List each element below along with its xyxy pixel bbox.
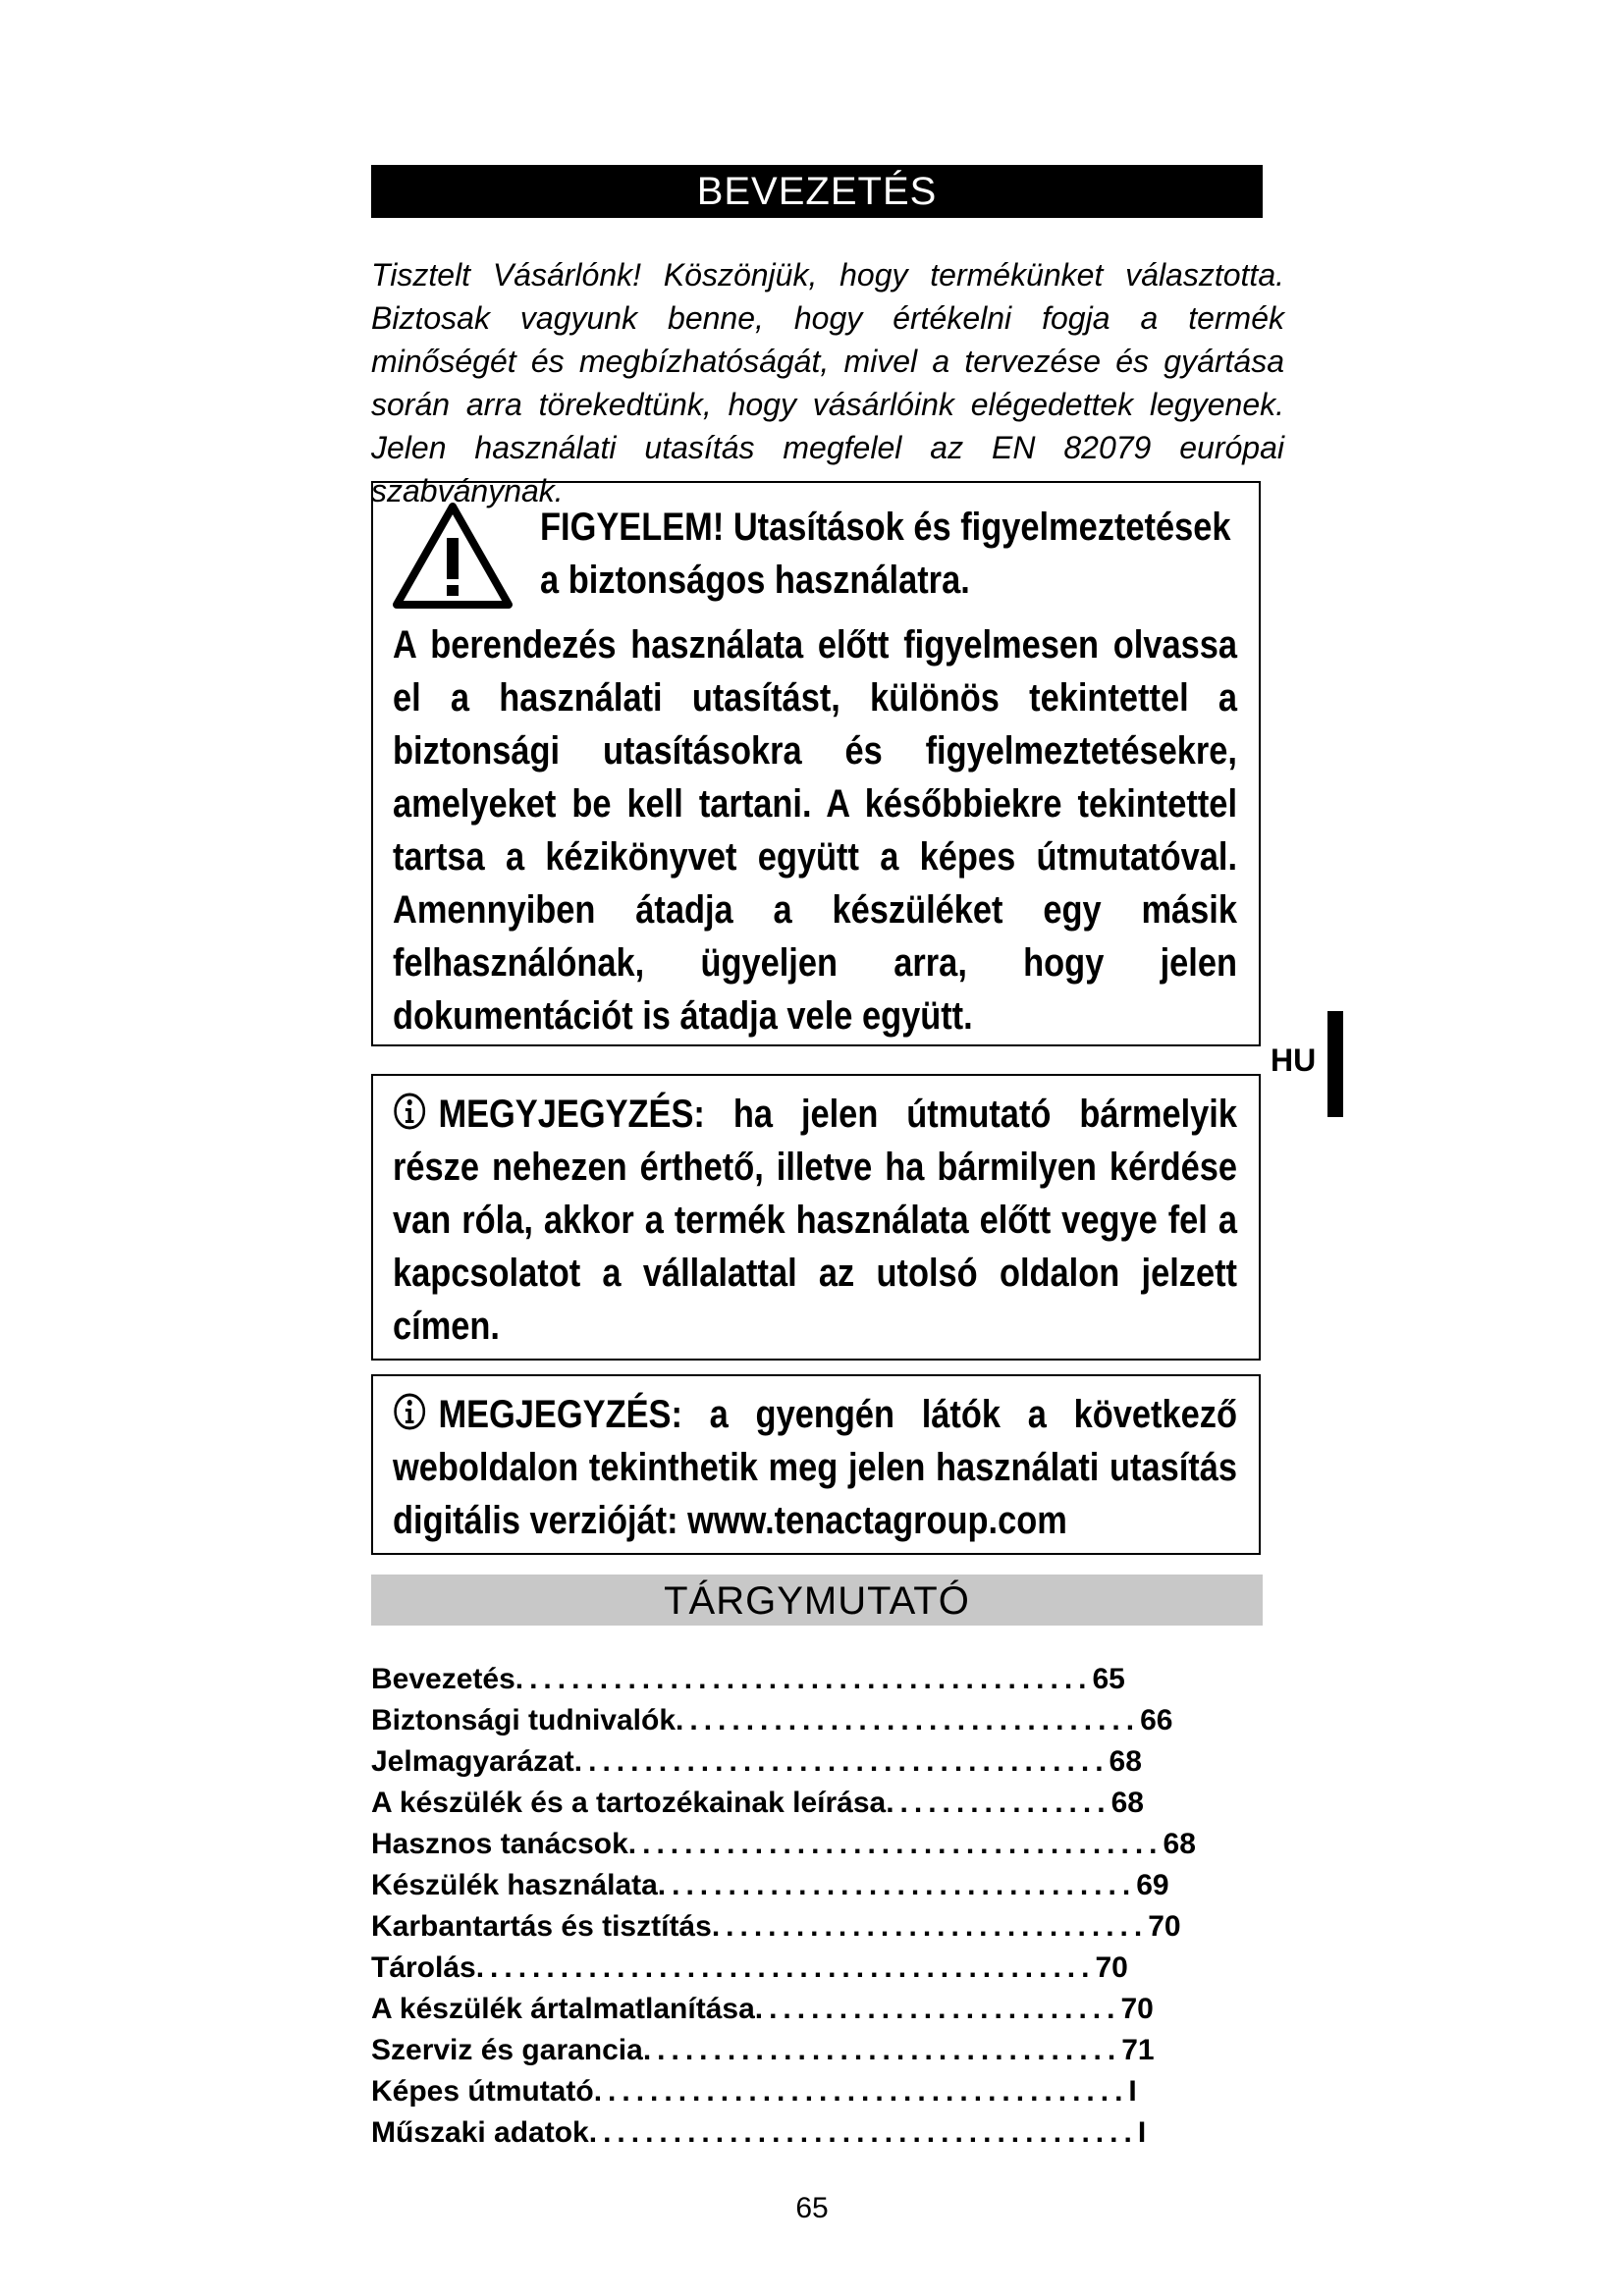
info-icon	[393, 1092, 426, 1131]
toc-item-page: 70	[1120, 1993, 1154, 2025]
toc-item[interactable]	[371, 1824, 1353, 1865]
toc-leader-dots: ..........................	[754, 1993, 1121, 2025]
warning-body: A berendezés használata előtt figyelmesen olvassa el a használati utasítást, különös tekintettel a biztonsági utasításokra és figyelmeztetésekre, amelyeket be kell tartani. A későbbiekre tekintettel tartsa a kézikönyvet együtt a képes útmutatóval. Amennyiben átadja a készüléket egy másik felhasználónak, ügyeljen arra, hogy jelen dokumentációt is átadja vele együtt.	[393, 623, 1237, 1038]
toc-item[interactable]	[371, 1700, 1353, 1741]
toc-item-page: I	[1137, 2116, 1147, 2149]
warning-triangle-icon	[391, 501, 514, 611]
toc-item-label: Jelmagyarázat	[371, 1745, 574, 1778]
toc-item-page: 70	[1095, 1951, 1128, 1984]
note-text	[393, 1388, 1237, 1547]
toc-item[interactable]	[371, 2071, 1353, 2112]
toc-item-label: Biztonsági tudnivalók	[371, 1704, 677, 1736]
toc-item-page: 68	[1110, 1787, 1144, 1819]
toc-item[interactable]	[371, 2112, 1353, 2154]
toc-leader-dots: ................	[886, 1787, 1111, 1819]
warning-title-line-1: FIGYELEM! Utasítások és figyelmeztetések	[540, 506, 1231, 549]
page-number: 65	[795, 2192, 829, 2224]
toc-leader-dots: ......................................	[573, 1745, 1110, 1778]
toc-leader-dots: .........................................	[514, 1663, 1093, 1695]
toc-leader-dots: ............................................	[475, 1951, 1096, 1984]
toc-leader-dots: ......................................	[593, 2075, 1129, 2108]
toc-leader-dots: ..................................	[657, 1869, 1137, 1901]
toc-leader-dots: ..................................	[642, 2034, 1122, 2066]
toc-item-label: Karbantartás és tisztítás	[371, 1910, 712, 1943]
warning-box	[371, 481, 1261, 1046]
toc-item-page: I	[1128, 2075, 1137, 2108]
note-text-content: MEGYJEGYZÉS: ha jelen útmutató bármelyik része nehezen érthető, illetve ha bármilyen kérdése van róla, akkor a termék használata előtt vegye fel a kapcsolatot a vállalattal az utolsó oldalon jelzett címen.	[393, 1093, 1237, 1348]
toc-item[interactable]	[371, 1989, 1353, 2030]
toc-item-page: 71	[1121, 2034, 1155, 2066]
toc-item[interactable]	[371, 1906, 1353, 1948]
toc-item-label: Képes útmutató	[371, 2075, 594, 2108]
toc-item-label: A készülék és a tartozékainak leírása	[371, 1787, 887, 1819]
warning-title	[540, 501, 1231, 607]
toc-item-page: 69	[1136, 1869, 1169, 1901]
toc-item[interactable]	[371, 1783, 1353, 1824]
toc-item[interactable]	[371, 1741, 1353, 1783]
toc-leader-dots: ...............................	[711, 1910, 1149, 1943]
toc-item-label: Műszaki adatok	[371, 2116, 589, 2149]
toc-item-label: Készülék használata	[371, 1869, 658, 1901]
toc-item-label: Bevezetés	[371, 1663, 515, 1695]
toc-item-page: 68	[1163, 1828, 1196, 1860]
toc-leader-dots: .................................	[676, 1704, 1141, 1736]
toc-item[interactable]	[371, 1865, 1353, 1906]
toc-item-page: 70	[1148, 1910, 1181, 1943]
note-text-content: MEGJEGYZÉS: a gyengén látók a következő weboldalon tekinthetik meg jelen használati utasítás digitális verzióját: www.tenactagroup.com	[393, 1393, 1237, 1542]
toc-item-label: A készülék ártalmatlanítása	[371, 1993, 755, 2025]
toc-leader-dots: ......................................	[627, 1828, 1164, 1860]
toc-item-label: Tárolás	[371, 1951, 476, 1984]
toc-item[interactable]	[371, 1659, 1353, 1700]
table-of-contents	[371, 1659, 1353, 2154]
toc-item-label: Hasznos tanácsok	[371, 1828, 628, 1860]
toc-item-page: 66	[1140, 1704, 1173, 1736]
section-title-toc: TÁRGYMUTATÓ	[371, 1575, 1263, 1626]
language-tab-label: HU	[1271, 1042, 1317, 1078]
toc-item[interactable]	[371, 2030, 1353, 2071]
language-tab-bar	[1327, 1011, 1343, 1117]
note-box-digital-version	[371, 1374, 1261, 1555]
warning-title-line-2: a biztonságos használatra.	[540, 559, 970, 602]
section-title-intro: BEVEZETÉS	[371, 165, 1263, 218]
toc-item-label: Szerviz és garancia	[371, 2034, 643, 2066]
note-box-understanding	[371, 1074, 1261, 1361]
toc-item-page: 68	[1109, 1745, 1142, 1778]
toc-leader-dots: .......................................	[588, 2116, 1138, 2149]
note-text	[393, 1088, 1237, 1353]
intro-paragraph: Tisztelt Vásárlónk! Köszönjük, hogy termékünket választotta. Biztosak vagyunk benne, hogy értékelni fogja a termék minőségét és megbízhatóságát, mivel a tervezése és gyártása során arra törekedtünk, hogy vásárlóink elégedettek legyenek. Jelen használati utasítás megfelel az EN 82079 európai szabványnak.	[371, 257, 1284, 508]
toc-item[interactable]	[371, 1948, 1353, 1989]
info-icon	[393, 1392, 426, 1431]
toc-item-page: 65	[1092, 1663, 1125, 1695]
